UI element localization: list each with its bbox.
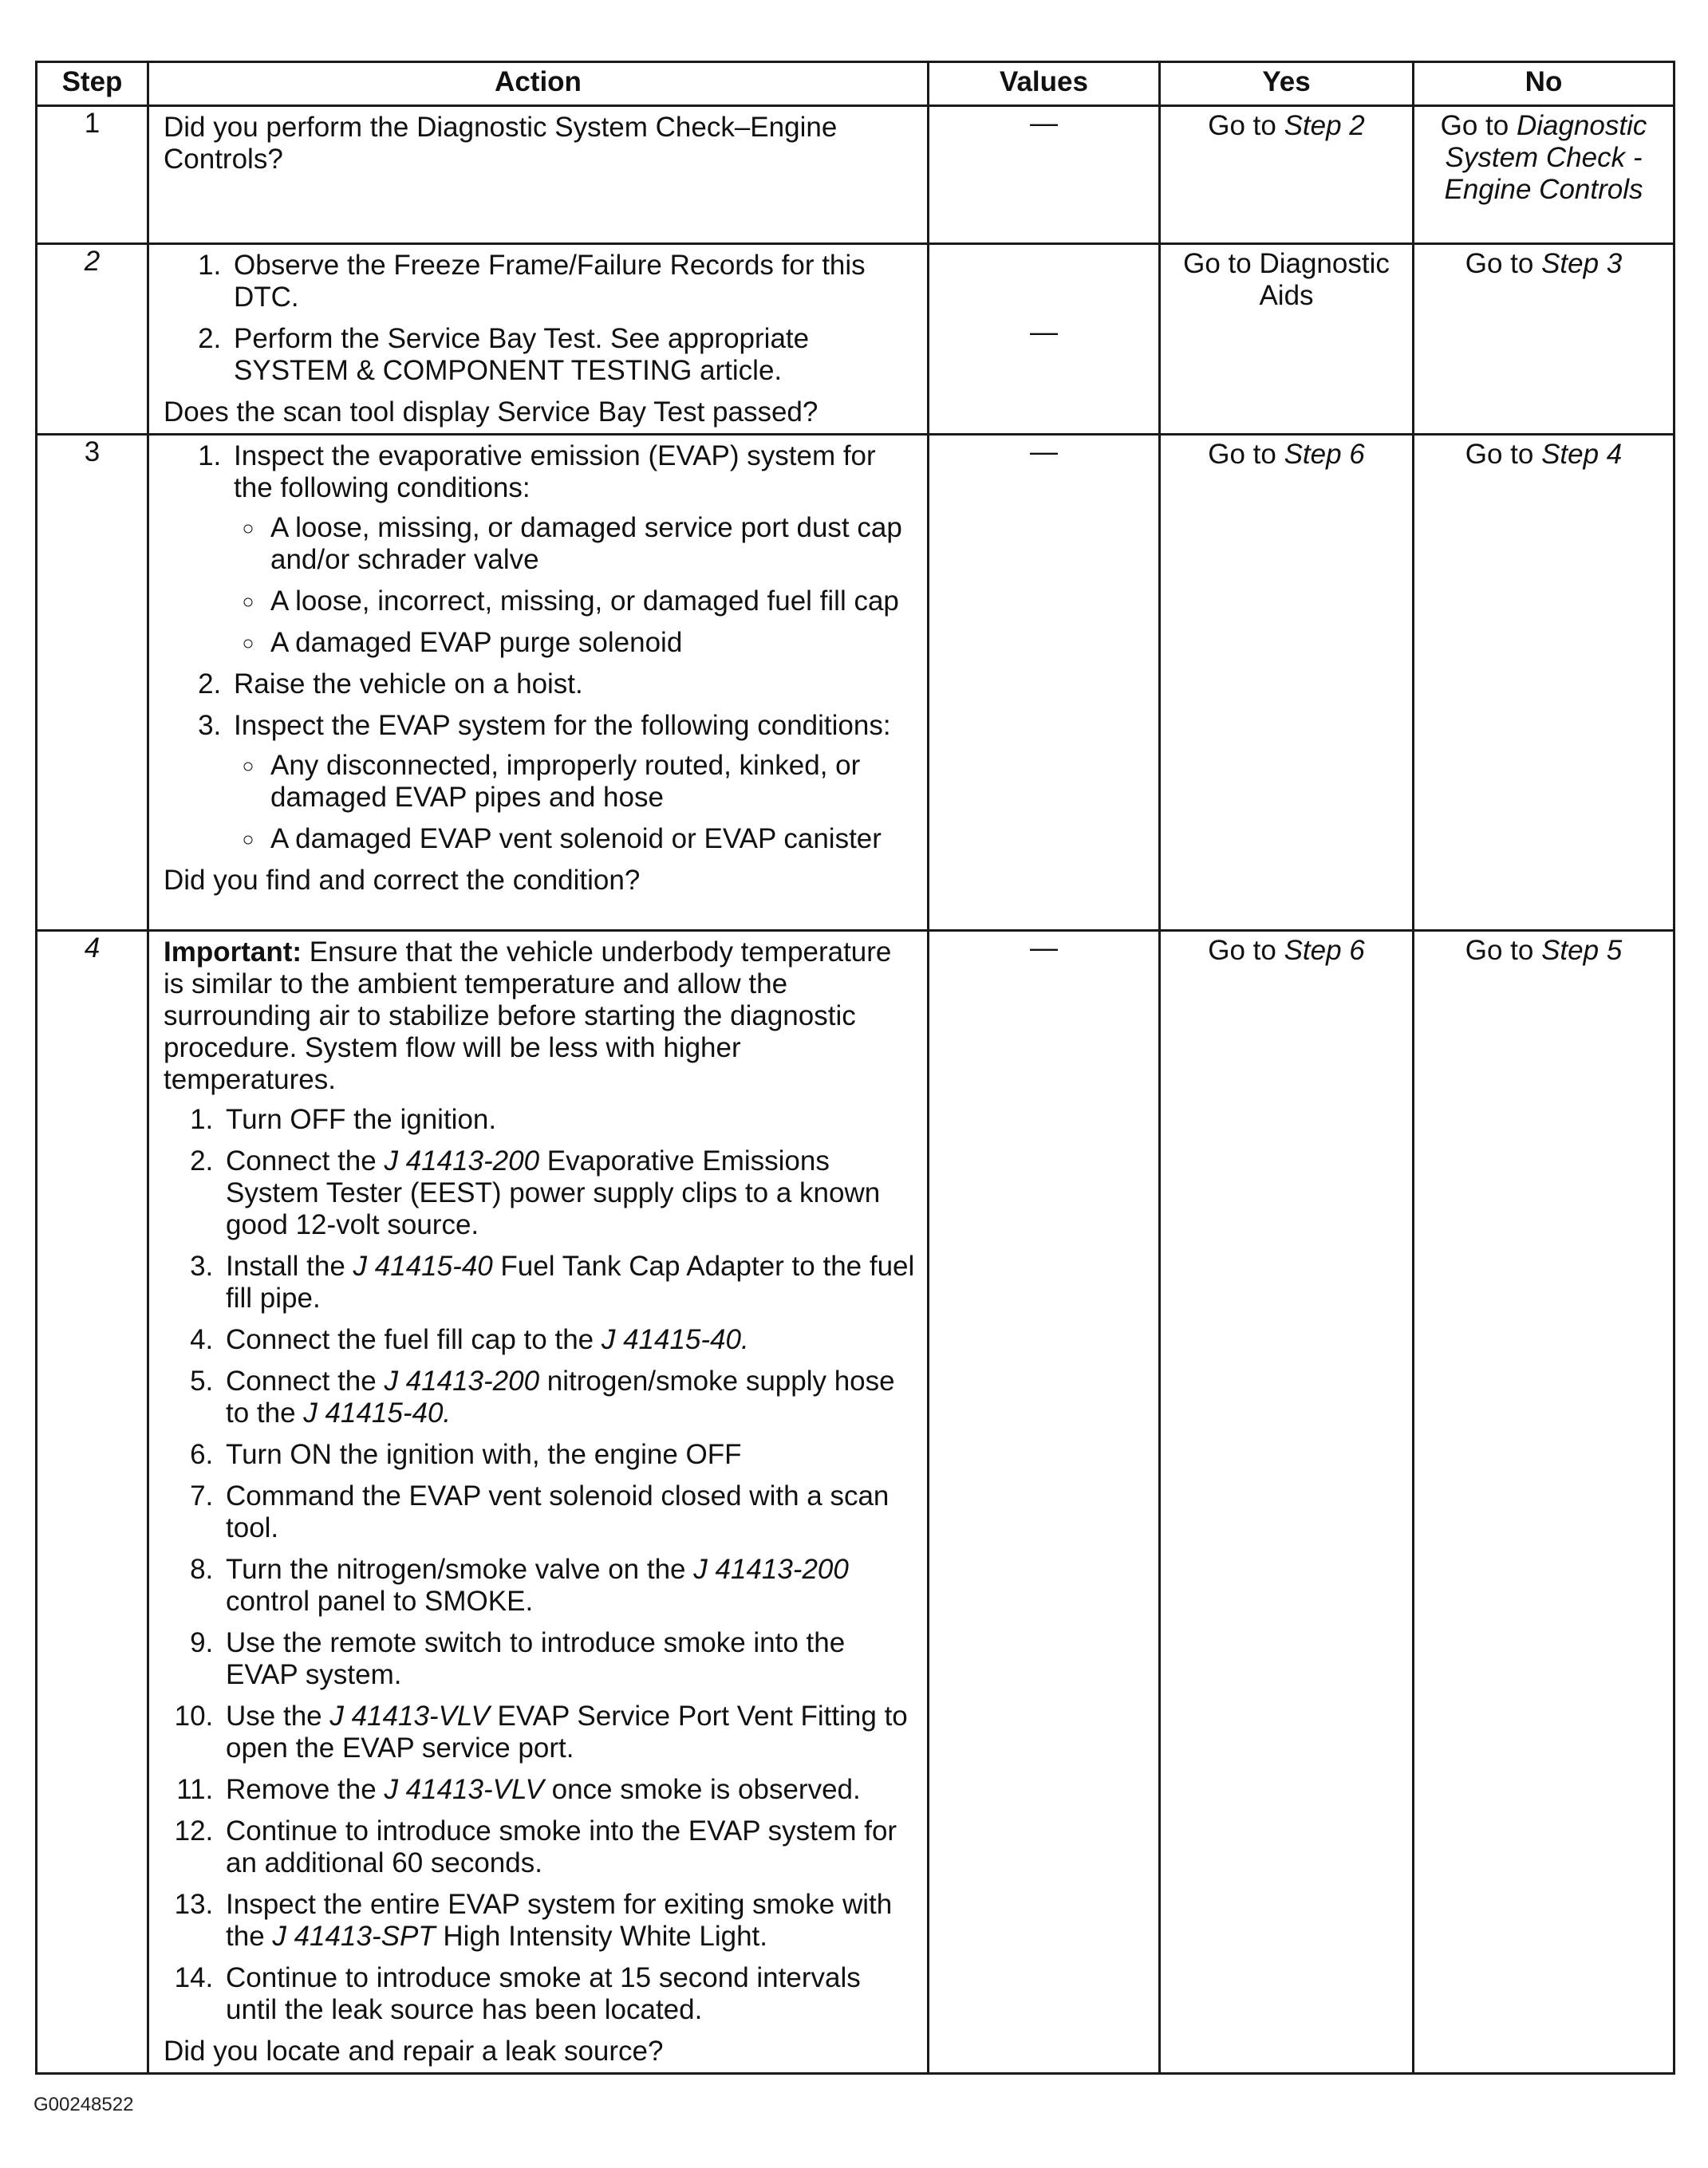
- table-row: [37, 931, 1674, 2074]
- list-item: 3. Install the J 41415-40 Fuel Tank Cap Adapter to the fuel fill pipe.: [221, 1251, 916, 1315]
- no-step-link: Step 3: [1541, 248, 1623, 279]
- table-row: [37, 244, 1674, 435]
- step-number: 3: [37, 435, 148, 931]
- diagnostic-table: [35, 61, 1675, 2075]
- header-values: Values: [929, 62, 1160, 106]
- action-cell: [148, 435, 929, 931]
- values-cell: —: [929, 244, 1160, 435]
- list-item: 2. Raise the vehicle on a hoist.: [229, 668, 916, 700]
- header-yes: Yes: [1160, 62, 1414, 106]
- yes-goto: Go to: [1208, 439, 1284, 470]
- list-item: 6. Turn ON the ignition with, the engine OFF: [221, 1439, 916, 1471]
- tool-number: J 41413-VLV: [384, 1774, 544, 1805]
- tool-number: J 41413-200: [384, 1145, 540, 1177]
- list-item: 2. Connect the J 41413-200 Evaporative Emissions System Tester (EEST) power supply clips to a known good 12-volt source.: [221, 1145, 916, 1241]
- bullet-list: [234, 750, 916, 855]
- list-item: 2. Perform the Service Bay Test. See appropriate SYSTEM & COMPONENT TESTING article.: [229, 323, 916, 387]
- list-item-text: Inspect the evaporative emission (EVAP) system for the following conditions:: [234, 440, 876, 503]
- procedure-list: [164, 440, 916, 855]
- yes-step-link: Step 2: [1284, 110, 1365, 141]
- values-cell: —: [929, 931, 1160, 2074]
- no-goto: Go to: [1440, 110, 1517, 141]
- list-item-text: Inspect the EVAP system for the following conditions:: [234, 710, 891, 741]
- figure-id: G00248522: [34, 2094, 134, 2115]
- tool-number: J 41413-SPT: [272, 1921, 436, 1952]
- question-text: Did you perform the Diagnostic System Check–Engine Controls?: [164, 112, 838, 175]
- list-item: 14. Continue to introduce smoke at 15 second intervals until the leak source has been located.: [221, 1962, 916, 2026]
- tool-number: J 41415-40.: [601, 1324, 749, 1355]
- step-number: 4: [37, 931, 148, 2074]
- yes-cell: [1160, 106, 1414, 244]
- procedure-list: [164, 1104, 916, 2026]
- tool-number: J 41413-200: [693, 1554, 849, 1585]
- question-text: Did you locate and repair a leak source?: [164, 2036, 664, 2067]
- tool-number: J 41415-40.: [303, 1397, 452, 1429]
- list-item: 9. Use the remote switch to introduce smoke into the EVAP system.: [221, 1627, 916, 1691]
- yes-step-link: Step 6: [1284, 439, 1365, 470]
- no-goto: Go to: [1465, 248, 1542, 279]
- header-step: Step: [37, 62, 148, 106]
- list-item: 8. Turn the nitrogen/smoke valve on the J 41413-200 control panel to SMOKE.: [221, 1554, 916, 1618]
- no-cell: [1414, 435, 1674, 931]
- important-text: Ensure that the vehicle underbody temperature is similar to the ambient temperature and allow the surrounding air to stabilize before starting the diagnostic procedure. System flow will be less with higher temperatures.: [164, 936, 892, 1095]
- list-item: 11. Remove the J 41413-VLV once smoke is observed.: [221, 1774, 916, 1806]
- table-row: [37, 106, 1674, 244]
- yes-cell: [1160, 931, 1414, 2074]
- values-cell: —: [929, 106, 1160, 244]
- question-text: Does the scan tool display Service Bay Test passed?: [164, 396, 818, 428]
- list-item: 1. Turn OFF the ignition.: [221, 1104, 916, 1136]
- header-no: No: [1414, 62, 1674, 106]
- table-row: [37, 435, 1674, 931]
- list-item: [229, 440, 916, 659]
- step-number: 1: [37, 106, 148, 244]
- no-cell: [1414, 106, 1674, 244]
- no-cell: [1414, 931, 1674, 2074]
- yes-step-link: Step 6: [1284, 935, 1365, 966]
- list-item: 12. Continue to introduce smoke into the EVAP system for an additional 60 seconds.: [221, 1815, 916, 1879]
- bullet-item: ◦ A loose, missing, or damaged service port dust cap and/or schrader valve: [266, 512, 916, 576]
- list-item: 13. Inspect the entire EVAP system for exiting smoke with the J 41413-SPT High Intensity White Light.: [221, 1889, 916, 1953]
- yes-goto: Go to: [1208, 935, 1284, 966]
- values-cell: —: [929, 435, 1160, 931]
- header-row: [37, 62, 1674, 106]
- no-step-link: Step 4: [1541, 439, 1623, 470]
- action-cell: [148, 931, 929, 2074]
- list-item: 7. Command the EVAP vent solenoid closed with a scan tool.: [221, 1480, 916, 1544]
- yes-cell: Go to Diagnostic Aids: [1160, 244, 1414, 435]
- no-step-link: Step 5: [1541, 935, 1623, 966]
- no-step-link: Diagnostic System Check - Engine Controls: [1444, 110, 1647, 205]
- step-number: 2: [37, 244, 148, 435]
- bullet-item: ◦ A damaged EVAP vent solenoid or EVAP canister: [266, 823, 916, 855]
- list-item: 1. Observe the Freeze Frame/Failure Records for this DTC.: [229, 250, 916, 313]
- yes-cell: [1160, 435, 1414, 931]
- tool-number: J 41413-VLV: [329, 1701, 490, 1732]
- no-cell: [1414, 244, 1674, 435]
- list-item: [229, 710, 916, 855]
- action-cell: [148, 244, 929, 435]
- list-item: 5. Connect the J 41413-200 nitrogen/smoke supply hose to the J 41415-40.: [221, 1366, 916, 1429]
- bullet-item: ◦ A damaged EVAP purge solenoid: [266, 627, 916, 659]
- procedure-list: [164, 250, 916, 387]
- no-goto: Go to: [1465, 439, 1542, 470]
- header-action: Action: [148, 62, 929, 106]
- important-note: [164, 936, 916, 1096]
- important-label: Important:: [164, 936, 302, 968]
- tool-number: J 41413-200: [384, 1366, 540, 1397]
- bullet-item: ◦ Any disconnected, improperly routed, kinked, or damaged EVAP pipes and hose: [266, 750, 916, 814]
- tool-number: J 41415-40: [353, 1251, 493, 1282]
- action-cell: [148, 106, 929, 244]
- bullet-item: ◦ A loose, incorrect, missing, or damaged fuel fill cap: [266, 585, 916, 617]
- yes-goto: Go to: [1208, 110, 1284, 141]
- no-goto: Go to: [1465, 935, 1542, 966]
- list-item: 10. Use the J 41413-VLV EVAP Service Port Vent Fitting to open the EVAP service port.: [221, 1701, 916, 1764]
- list-item: 4. Connect the fuel fill cap to the J 41415-40.: [221, 1324, 916, 1356]
- question-text: Did you find and correct the condition?: [164, 865, 641, 896]
- bullet-list: [234, 512, 916, 659]
